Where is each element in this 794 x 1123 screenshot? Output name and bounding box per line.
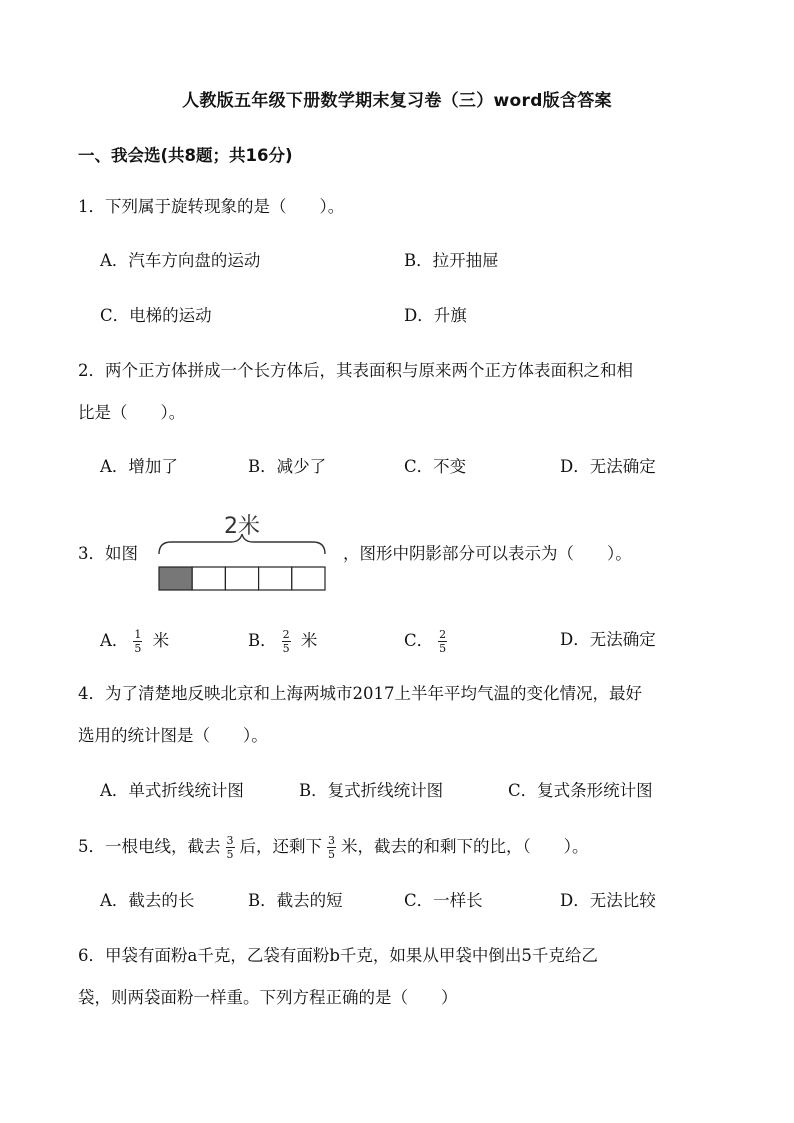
question-4-text-line2: 选用的统计图是（ ）。 (78, 726, 268, 745)
question-5-fraction-1 (226, 835, 235, 860)
option-a-fraction (133, 629, 142, 654)
question-3-prefix: 3．如图 (78, 544, 138, 563)
fraction-denominator: 5 (282, 642, 290, 655)
figure-segment (292, 567, 325, 590)
question-6-text-line2: 袋，则两袋面粉一样重。下列方程正确的是（ ） (78, 988, 458, 1007)
question-5-text (78, 835, 589, 860)
question-1-text: 1．下列属于旋转现象的是（ ）。 (78, 197, 345, 216)
question-5-option-a[interactable]: A．截去的长 (100, 891, 195, 910)
option-b-unit: 米 (300, 631, 318, 650)
question-3-option-d[interactable]: D．无法确定 (560, 630, 656, 649)
question-5-option-d[interactable]: D．无法比较 (560, 891, 656, 910)
section-heading: 一、我会选(共8题；共16分) (78, 146, 293, 165)
figure-segment (192, 567, 225, 590)
option-a-label: A． (100, 631, 129, 650)
question-3-figure (156, 510, 336, 592)
question-5-part1: 5．一根电线，截去 (78, 837, 221, 856)
option-b-label: B． (248, 631, 277, 650)
fraction-numerator: 1 (134, 628, 142, 641)
figure-shaded-segment (159, 567, 192, 590)
question-1-option-c[interactable]: C．电梯的运动 (100, 306, 212, 325)
question-5-option-b[interactable]: B．截去的短 (248, 891, 343, 910)
fraction-denominator: 5 (439, 642, 447, 655)
question-3-option-b[interactable] (248, 629, 317, 654)
question-1-option-b[interactable]: B．拉开抽屉 (404, 251, 499, 270)
option-c-label: C． (404, 631, 434, 650)
figure-segment (225, 567, 258, 590)
fraction-numerator: 2 (282, 628, 290, 641)
option-b-fraction (282, 629, 291, 654)
fraction-numerator: 2 (439, 628, 447, 641)
figure-segment-group (159, 567, 325, 590)
figure-segment (259, 567, 292, 590)
question-5-part2: 后，还剩下 (239, 837, 322, 856)
option-a-unit: 米 (152, 631, 170, 650)
fraction-numerator: 3 (226, 834, 234, 847)
question-2-option-a[interactable]: A．增加了 (100, 457, 178, 476)
question-3-option-c[interactable] (404, 629, 452, 654)
question-1-option-a[interactable]: A．汽车方向盘的运动 (100, 251, 261, 270)
question-4-option-c[interactable]: C．复式条形统计图 (508, 781, 653, 800)
question-2-option-d[interactable]: D．无法确定 (560, 457, 656, 476)
question-3-suffix: ，图形中阴影部分可以表示为（ ）。 (343, 544, 632, 563)
question-4-text-line1: 4．为了清楚地反映北京和上海两城市2017上半年平均气温的变化情况，最好 (78, 684, 642, 703)
page-title: 人教版五年级下册数学期末复习卷（三）word版含答案 (182, 91, 612, 111)
fraction-denominator: 5 (226, 848, 234, 861)
question-4-option-a[interactable]: A．单式折线统计图 (100, 781, 244, 800)
question-1-option-d[interactable]: D．升旗 (404, 306, 467, 325)
figure-length-label: 2米 (224, 514, 260, 539)
question-5-part3: 米，截去的和剩下的比，（ ）。 (341, 837, 589, 856)
option-c-fraction (438, 629, 447, 654)
question-5-fraction-2 (327, 835, 336, 860)
question-6-text-line1: 6．甲袋有面粉a千克，乙袋有面粉b千克，如果从甲袋中倒出5千克给乙 (78, 946, 598, 965)
question-3-option-a[interactable] (100, 629, 169, 654)
fraction-denominator: 5 (328, 848, 335, 861)
fraction-numerator: 3 (328, 834, 335, 847)
question-2-option-b[interactable]: B．减少了 (248, 457, 327, 476)
question-5-option-c[interactable]: C．一样长 (404, 891, 483, 910)
question-2-option-c[interactable]: C．不变 (404, 457, 467, 476)
question-4-option-b[interactable]: B．复式折线统计图 (299, 781, 444, 800)
question-2-text-line1: 2．两个正方体拼成一个长方体后，其表面积与原来两个正方体表面积之和相 (78, 361, 633, 380)
fraction-denominator: 5 (134, 642, 142, 655)
question-2-text-line2: 比是（ ）。 (78, 403, 186, 422)
